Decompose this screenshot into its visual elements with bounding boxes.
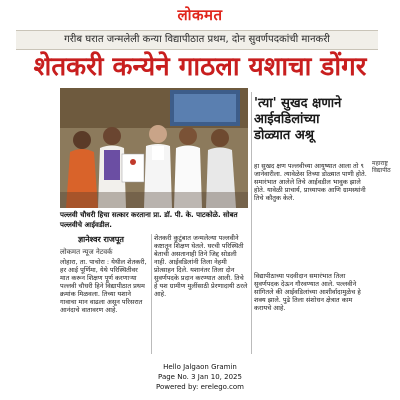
sidebar-headline-line: 'त्या' सुखद क्षणाने	[254, 96, 342, 111]
column-divider	[251, 92, 252, 354]
page-footer	[120, 362, 280, 396]
kicker-bar	[16, 30, 378, 50]
newspaper-logo-text: लोकमत	[177, 6, 223, 24]
article-photo	[60, 88, 248, 208]
footer-edition: Hello Jalgaon Gramin	[163, 363, 237, 371]
column-divider	[151, 234, 152, 354]
footer-page-date: Page No. 3 Jan 10, 2025	[158, 373, 242, 381]
article-column-3: विद्यापीठाच्या पदवीदान समारंभात तिला सुवर्णपदक देऊन गौरवण्यात आले. पल्लवीने सांगितले की आईवडिलांच्या आशीर्वादामुळेच हे शक्य झाले. पुढे तिला संशोधन क्षेत्रात काम करायचे आहे.	[254, 272, 361, 312]
sidebar-headline-line: डोळ्यात अश्रू	[254, 128, 314, 143]
byline-author: ज्ञानेश्वर राजपूत	[78, 235, 124, 244]
byline-agency: लोकमत न्यूज नेटवर्क	[60, 248, 113, 256]
article-column-2: शेतकरी कुटुंबात जन्मलेल्या पल्लवीने कष्टातून शिक्षण घेतले. घरची परिस्थिती बेताची असतानाही तिने जिद्द सोडली नाही. आईवडिलांनी तिला नेहमी प्रोत्साहन दिले. यशानंतर तिला दोन सुवर्णपदके प्रदान करण्यात आली. तिचे हे यश ग्रामीण मुलींसाठी प्रेरणादायी ठरले आहे.	[154, 234, 248, 298]
article-column-1: लोहारा, ता. पाचोरा : येथील शेतकरी, हर आई पूर्णिमा, येथे परिस्थितीवर मात करून शिक्षण पूर्ण करणाऱ्या पल्लवी चौधरी हिने विद्यापीठात प्रथम क्रमांक मिळवला. तिच्या यशाने गावाचा मान वाढला असून परिसरात आनंदाचे वातावरण आहे.	[60, 258, 147, 314]
masthead	[0, 3, 400, 27]
photo-caption: पल्लवी चौधरी हिचा सत्कार करताना प्रा. डॉ. पी. के. पाटकोळे. सोबत पल्लवीचे आईवडील.	[60, 211, 238, 229]
footer-powered-by: Powered by: erelego.com	[155, 383, 244, 391]
sidebar-body-text: हा सुखद क्षण पल्लवीच्या आयुष्यात आला तो ९ जानेवारीला. त्यावेळेस तिच्या डोळ्यात पाणी होते. समारंभात आलेले तिचे आईवडील भावुक झाले होते. यावेळी प्राचार्य, प्राध्यापक आणि ग्रामस्थांनी तिचे कौतुक केले.	[254, 162, 367, 202]
byline	[60, 234, 148, 260]
article-kicker: गरीब घरात जन्मलेली कन्या विद्यापीठात प्रथम, दोन सुवर्णपदकांची मानकरी	[64, 34, 330, 45]
adjacent-article-strip: महाराष्ट्र विद्यापीठ	[372, 160, 391, 174]
article-headline: शेतकरी कन्येने गाठला यशाचा डोंगर	[33, 52, 367, 82]
photo-illustration	[60, 88, 248, 208]
sidebar-headline-line: आईवडिलांच्या	[254, 112, 320, 127]
newspaper-logo	[152, 5, 248, 25]
sidebar-headline	[254, 96, 386, 162]
